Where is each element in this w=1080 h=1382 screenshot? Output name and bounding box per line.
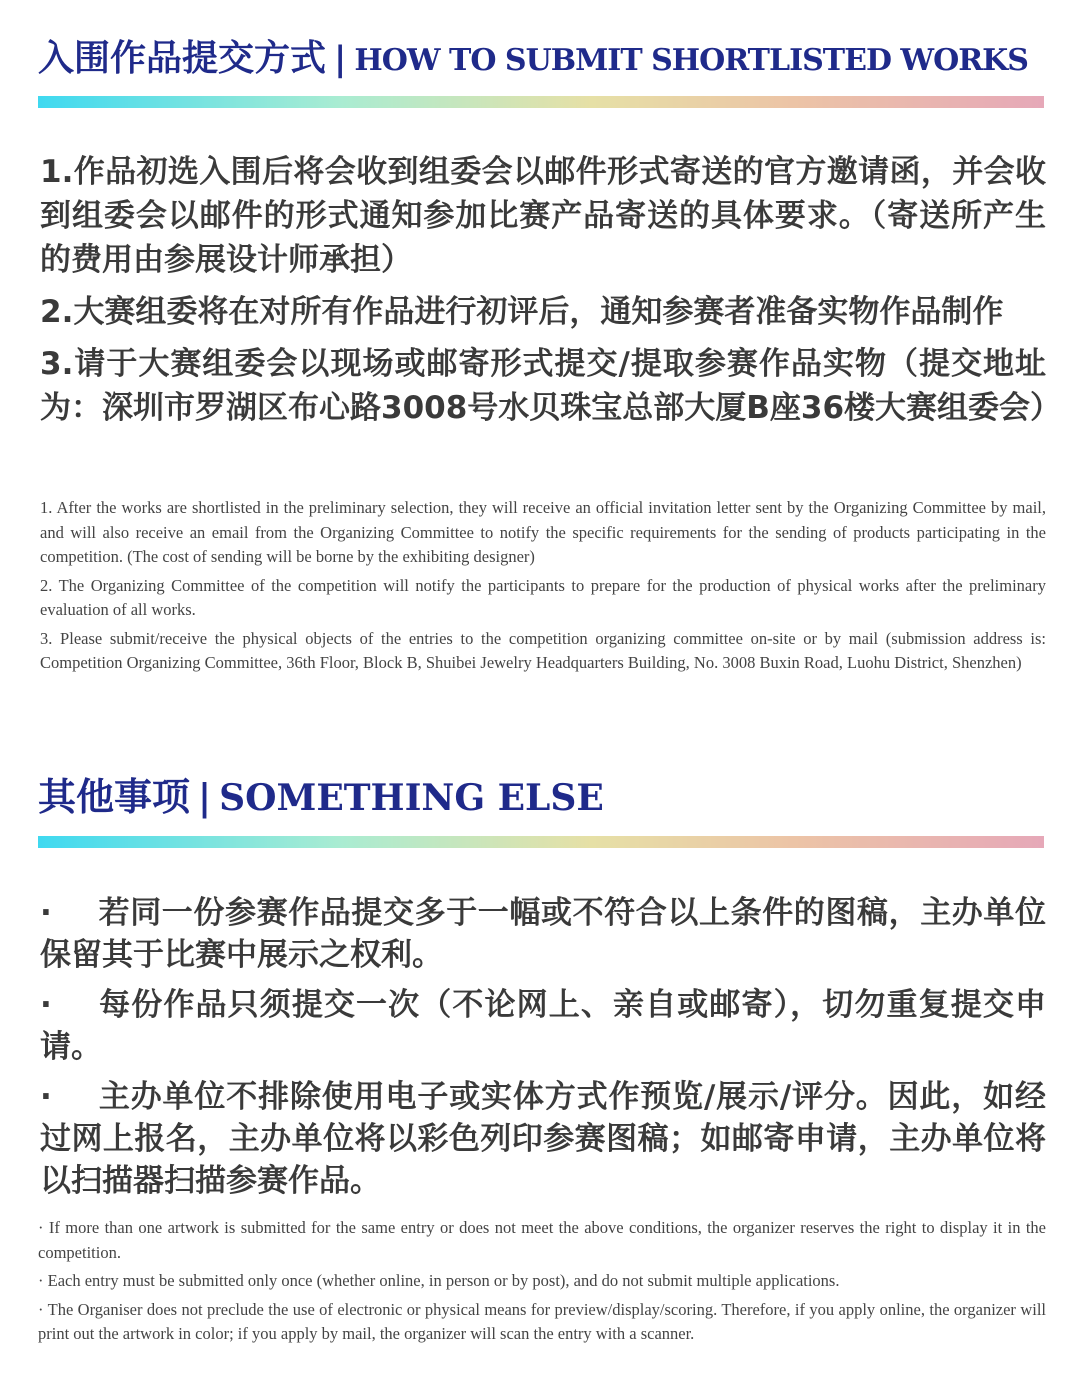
cn-note-item [40,892,1046,976]
cn-item: 1.作品初选入围后将会收到组委会以邮件形式寄送的官方邀请函，并会收到组委会以邮件的形式通知参加比赛产品寄送的具体要求。（寄送所产生的费用由参展设计师承担） [40,154,1046,278]
title-en: SOMETHING ELSE [219,777,604,819]
title-separator: | [334,39,347,79]
cn-note-text: 每份作品只须提交一次（不论网上、亲自或邮寄），切勿重复提交申请。 [40,987,1046,1065]
gradient-divider [38,836,1044,848]
en-note-text: Each entry must be submitted only once (whether online, in person or by post), and do not submit multiple applications. [47,1271,840,1290]
cn-note-item [40,1076,1046,1202]
section-title-other [38,766,604,821]
cn-note-item [40,984,1046,1068]
cn-note-text: 主办单位不排除使用电子或实体方式作预览/展示/评分。因此，如经过网上报名，主办单位将以彩色列印参赛图稿；如邮寄申请，主办单位将以扫描器扫描参赛作品。 [40,1079,1046,1199]
bullet: · [38,1271,44,1290]
cn-item: 2.大赛组委将在对所有作品进行初评后，通知参赛者准备实物作品制作 [40,294,1004,330]
bullet: · [38,1299,44,1319]
gradient-divider [38,96,1044,108]
en-note-item [38,1269,1046,1294]
en-item: 2. The Organizing Committee of the competition will notify the participants to prepare for the production of physical works after the preliminary evaluation of all works. [40,575,1046,619]
en-note-text: If more than one artwork is submitted for the same entry or does not meet the above conditions, the organizer reserves the right to display it in the competition. [38,1218,1047,1262]
en-instructions [40,496,1046,680]
en-item: 1. After the works are shortlisted in the preliminary selection, they will receive an official invitation letter sent by the Organizing Committee by mail, and will also receive an email from the Organizing Committee to notify the specific requirements for the sending of products participating in the competition. (The cost of sending will be borne by the exhibiting designer) [40,498,1046,566]
en-item: 3. Please submit/receive the physical objects of the entries to the competition organizing committee on-site or by mail (submission address is: Competition Organizing Committee, 36th Floor, Block B, Shuibei Jewelry Headquarters Building, No. 3008 Buxin Road, Luohu District, Shenzhen) [40,628,1046,672]
cn-item: 3.请于大赛组委会以现场或邮寄形式提交/提取参赛作品实物（提交地址为：深圳市罗湖区布心路3008号水贝珠宝总部大厦B座36楼大赛组委会） [40,346,1062,426]
bullet: · [40,1079,52,1115]
title-cn: 其他事项 [38,774,191,819]
en-note-item [38,1298,1046,1347]
en-note-text: The Organiser does not preclude the use of electronic or physical means for preview/display/scoring. Therefore, if you apply online, the organizer will print out the artwork in color; if you apply by mail, the organizer will scan the entry with a scanner. [38,1299,1047,1343]
bullet: · [40,987,52,1023]
title-separator: | [198,777,212,819]
en-note-item [38,1216,1046,1265]
en-notes [38,1216,1046,1351]
cn-notes [40,892,1046,1210]
title-cn: 入围作品提交方式 [38,37,327,79]
cn-instructions [40,150,1062,438]
cn-note-text: 若同一份参赛作品提交多于一幅或不符合以上条件的图稿，主办单位保留其于比赛中展示之权利。 [40,895,1046,973]
section-title-submit [38,30,1028,81]
bullet: · [40,895,52,931]
bullet: · [38,1218,44,1237]
title-en: HOW TO SUBMIT SHORTLISTED WORKS [354,43,1028,78]
